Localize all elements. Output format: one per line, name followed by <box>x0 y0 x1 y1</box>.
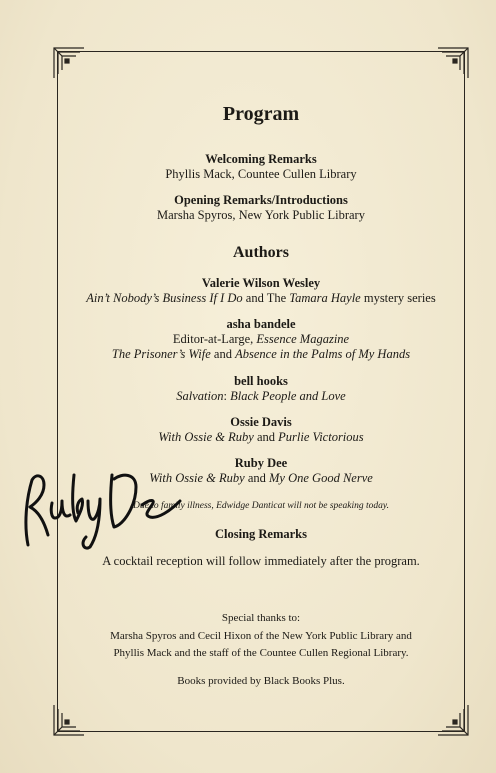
author-name: bell hooks <box>234 374 288 388</box>
work-title: My One Good Nerve <box>269 471 373 485</box>
author-name: Valerie Wilson Wesley <box>201 276 321 290</box>
work-title: Purlie Victorious <box>278 430 364 444</box>
work-title: Absence in the Palms of My Hands <box>235 347 411 361</box>
thanks-line: Marsha Spyros and Cecil Hixon of the New York Public Library and <box>110 630 412 642</box>
opening-heading: Opening Remarks/Introductions <box>174 193 348 207</box>
author-works <box>60 290 462 307</box>
work-connector: and The <box>242 291 290 305</box>
work-title: The Prisoner’s Wife <box>111 347 211 361</box>
publication-title: Essence Magazine <box>256 332 350 346</box>
author-works <box>60 388 462 405</box>
author-name: asha bandele <box>226 317 296 331</box>
welcoming-heading: Welcoming Remarks <box>205 152 317 166</box>
page-title: Program <box>222 103 300 125</box>
author-name: Ossie Davis <box>230 415 292 429</box>
notice-text: Due to family illness, Edwidge Danticat will not be speaking today. <box>133 501 389 511</box>
authors-heading: Authors <box>232 244 289 261</box>
work-title: Salvation <box>176 389 224 403</box>
author-name: Ruby Dee <box>234 456 288 470</box>
thanks-heading: Special thanks to: <box>221 612 301 624</box>
closing-heading: Closing Remarks <box>214 527 308 541</box>
work-title: With Ossie & Ruby <box>158 430 254 444</box>
corner-ornament-top-right <box>436 46 470 80</box>
author-works <box>60 470 462 487</box>
work-connector: and <box>244 471 269 485</box>
corner-ornament-top-left <box>52 46 86 80</box>
opening-speaker: Marsha Spyros, New York Public Library <box>157 208 365 222</box>
work-suffix: mystery series <box>360 291 436 305</box>
welcoming-speaker: Phyllis Mack, Countee Cullen Library <box>165 167 357 181</box>
thanks-line: Phyllis Mack and the staff of the Countee Cullen Regional Library. <box>113 647 409 659</box>
work-title: Ain’t Nobody’s Business If I Do <box>86 291 243 305</box>
books-credit: Books provided by Black Books Plus. <box>177 675 345 687</box>
corner-ornament-bottom-right <box>436 703 470 737</box>
work-connector: and <box>253 430 279 444</box>
author-works <box>60 346 462 363</box>
role-text: Editor-at-Large, <box>172 332 257 346</box>
closing-text: A cocktail reception will follow immediately after the program. <box>102 554 420 568</box>
work-title: Black People and Love <box>230 389 346 403</box>
work-title: Tamara Hayle <box>289 291 361 305</box>
work-title: With Ossie & Ruby <box>149 471 245 485</box>
corner-ornament-bottom-left <box>52 703 86 737</box>
author-works <box>60 429 462 446</box>
work-connector: and <box>210 347 236 361</box>
work-connector: : <box>223 389 231 403</box>
